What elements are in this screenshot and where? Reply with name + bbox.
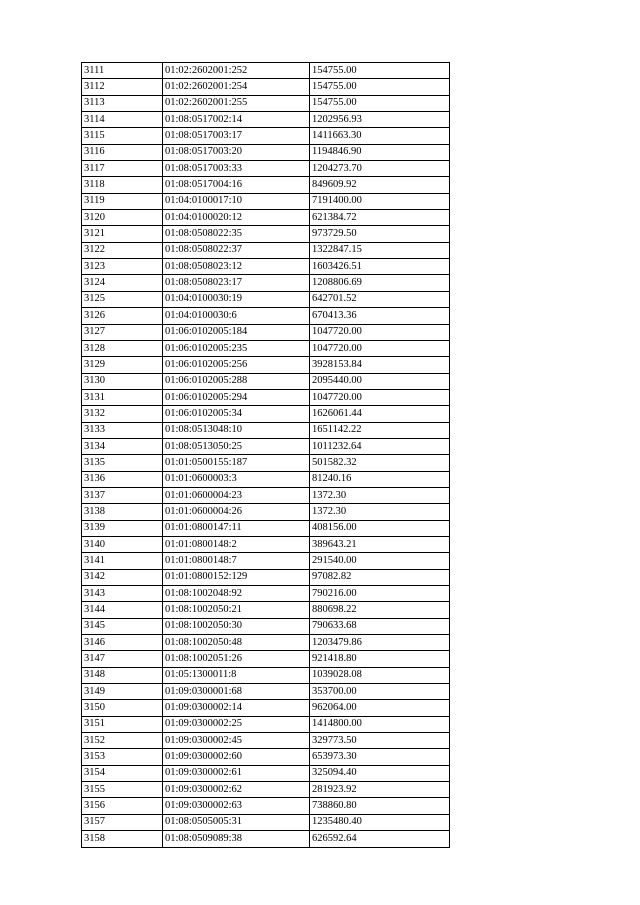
cadastral-number-cell: 01:06:0102005:288 <box>163 373 310 389</box>
table-row <box>82 618 450 634</box>
table-row <box>82 438 450 454</box>
cadastral-number-cell: 01:08:0508023:12 <box>163 259 310 275</box>
value-cell: 97082.82 <box>310 569 450 585</box>
row-number-cell: 3119 <box>82 193 163 209</box>
table-row <box>82 455 450 471</box>
row-number-cell: 3134 <box>82 438 163 454</box>
row-number-cell: 3127 <box>82 324 163 340</box>
row-number-cell: 3117 <box>82 161 163 177</box>
row-number-cell: 3152 <box>82 733 163 749</box>
value-cell: 329773.50 <box>310 733 450 749</box>
table-row <box>82 520 450 536</box>
value-cell: 738860.80 <box>310 798 450 814</box>
cadastral-number-cell: 01:01:0600003:3 <box>163 471 310 487</box>
table-row <box>82 651 450 667</box>
row-number-cell: 3122 <box>82 242 163 258</box>
value-cell: 1039028.08 <box>310 667 450 683</box>
table-row <box>82 308 450 324</box>
cadastral-number-cell: 01:06:0102005:294 <box>163 389 310 405</box>
row-number-cell: 3146 <box>82 635 163 651</box>
table-row <box>82 700 450 716</box>
row-number-cell: 3140 <box>82 536 163 552</box>
row-number-cell: 3149 <box>82 684 163 700</box>
row-number-cell: 3142 <box>82 569 163 585</box>
cadastral-number-cell: 01:02:2602001:252 <box>163 63 310 79</box>
table-row <box>82 79 450 95</box>
cadastral-number-cell: 01:08:0508022:37 <box>163 242 310 258</box>
table-row <box>82 373 450 389</box>
cadastral-number-cell: 01:02:2602001:254 <box>163 79 310 95</box>
row-number-cell: 3138 <box>82 504 163 520</box>
row-number-cell: 3156 <box>82 798 163 814</box>
value-cell: 501582.32 <box>310 455 450 471</box>
table-row <box>82 733 450 749</box>
cadastral-number-cell: 01:05:1300011:8 <box>163 667 310 683</box>
row-number-cell: 3153 <box>82 749 163 765</box>
cadastral-number-cell: 01:01:0500155:187 <box>163 455 310 471</box>
value-cell: 653973.30 <box>310 749 450 765</box>
cadastral-number-cell: 01:09:0300002:63 <box>163 798 310 814</box>
cadastral-number-cell: 01:06:0102005:235 <box>163 340 310 356</box>
cadastral-number-cell: 01:01:0800152:129 <box>163 569 310 585</box>
value-cell: 790216.00 <box>310 586 450 602</box>
table-row <box>82 177 450 193</box>
row-number-cell: 3147 <box>82 651 163 667</box>
row-number-cell: 3148 <box>82 667 163 683</box>
table-row <box>82 324 450 340</box>
table-row <box>82 242 450 258</box>
cadastral-number-cell: 01:08:0508023:17 <box>163 275 310 291</box>
row-number-cell: 3157 <box>82 814 163 830</box>
table-row <box>82 389 450 405</box>
cadastral-number-cell: 01:08:0508022:35 <box>163 226 310 242</box>
row-number-cell: 3111 <box>82 63 163 79</box>
value-cell: 962064.00 <box>310 700 450 716</box>
row-number-cell: 3141 <box>82 553 163 569</box>
row-number-cell: 3155 <box>82 782 163 798</box>
value-cell: 1047720.00 <box>310 389 450 405</box>
table-row <box>82 814 450 830</box>
value-cell: 81240.16 <box>310 471 450 487</box>
cadastral-number-cell: 01:04:0100020:12 <box>163 210 310 226</box>
cadastral-number-cell: 01:01:0800148:7 <box>163 553 310 569</box>
table-row <box>82 357 450 373</box>
cadastral-number-cell: 01:08:0517004:16 <box>163 177 310 193</box>
cadastral-number-cell: 01:01:0800147:11 <box>163 520 310 536</box>
table-body <box>82 63 450 848</box>
value-cell: 1204273.70 <box>310 161 450 177</box>
value-cell: 281923.92 <box>310 782 450 798</box>
row-number-cell: 3131 <box>82 389 163 405</box>
row-number-cell: 3143 <box>82 586 163 602</box>
cadastral-number-cell: 01:04:0100030:19 <box>163 291 310 307</box>
cadastral-number-cell: 01:08:0513048:10 <box>163 422 310 438</box>
cadastral-number-cell: 01:08:0509089:38 <box>163 831 310 847</box>
row-number-cell: 3125 <box>82 291 163 307</box>
row-number-cell: 3118 <box>82 177 163 193</box>
row-number-cell: 3135 <box>82 455 163 471</box>
value-cell: 1414800.00 <box>310 716 450 732</box>
table-row <box>82 275 450 291</box>
cadastral-number-cell: 01:08:0517003:20 <box>163 144 310 160</box>
table-row <box>82 586 450 602</box>
row-number-cell: 3123 <box>82 259 163 275</box>
cadastral-number-cell: 01:09:0300002:45 <box>163 733 310 749</box>
row-number-cell: 3126 <box>82 308 163 324</box>
value-cell: 154755.00 <box>310 95 450 111</box>
table-row <box>82 553 450 569</box>
cadastral-number-cell: 01:06:0102005:34 <box>163 406 310 422</box>
row-number-cell: 3115 <box>82 128 163 144</box>
row-number-cell: 3150 <box>82 700 163 716</box>
table-row <box>82 471 450 487</box>
value-cell: 642701.52 <box>310 291 450 307</box>
table-row <box>82 193 450 209</box>
table-row <box>82 798 450 814</box>
value-cell: 291540.00 <box>310 553 450 569</box>
cadastral-number-cell: 01:01:0600004:23 <box>163 487 310 503</box>
table-row <box>82 112 450 128</box>
row-number-cell: 3154 <box>82 765 163 781</box>
cadastral-number-cell: 01:08:1002050:48 <box>163 635 310 651</box>
value-cell: 1202956.93 <box>310 112 450 128</box>
value-cell: 1208806.69 <box>310 275 450 291</box>
value-cell: 1047720.00 <box>310 324 450 340</box>
value-cell: 1194846.90 <box>310 144 450 160</box>
table-row <box>82 716 450 732</box>
row-number-cell: 3132 <box>82 406 163 422</box>
value-cell: 154755.00 <box>310 79 450 95</box>
row-number-cell: 3158 <box>82 831 163 847</box>
row-number-cell: 3113 <box>82 95 163 111</box>
table-row <box>82 536 450 552</box>
row-number-cell: 3151 <box>82 716 163 732</box>
table-row <box>82 684 450 700</box>
value-cell: 973729.50 <box>310 226 450 242</box>
value-cell: 1372.30 <box>310 487 450 503</box>
table-row <box>82 95 450 111</box>
table-row <box>82 128 450 144</box>
table-row <box>82 210 450 226</box>
table-row <box>82 782 450 798</box>
cadastral-number-cell: 01:08:0517002:14 <box>163 112 310 128</box>
cadastral-number-cell: 01:08:0517003:17 <box>163 128 310 144</box>
row-number-cell: 3121 <box>82 226 163 242</box>
row-number-cell: 3114 <box>82 112 163 128</box>
cadastral-number-cell: 01:01:0800148:2 <box>163 536 310 552</box>
cadastral-number-cell: 01:08:1002050:30 <box>163 618 310 634</box>
table-row <box>82 161 450 177</box>
row-number-cell: 3136 <box>82 471 163 487</box>
row-number-cell: 3130 <box>82 373 163 389</box>
table-row <box>82 291 450 307</box>
value-cell: 154755.00 <box>310 63 450 79</box>
row-number-cell: 3129 <box>82 357 163 373</box>
cadastral-number-cell: 01:08:0517003:33 <box>163 161 310 177</box>
value-cell: 626592.64 <box>310 831 450 847</box>
table-row <box>82 487 450 503</box>
cadastral-number-cell: 01:08:0513050:25 <box>163 438 310 454</box>
cadastral-number-cell: 01:09:0300002:62 <box>163 782 310 798</box>
table-row <box>82 602 450 618</box>
value-cell: 1626061.44 <box>310 406 450 422</box>
table-row <box>82 667 450 683</box>
value-cell: 1322847.15 <box>310 242 450 258</box>
value-cell: 3928153.84 <box>310 357 450 373</box>
cadastral-number-cell: 01:09:0300002:25 <box>163 716 310 732</box>
table-row <box>82 765 450 781</box>
value-cell: 7191400.00 <box>310 193 450 209</box>
value-cell: 408156.00 <box>310 520 450 536</box>
value-cell: 790633.68 <box>310 618 450 634</box>
cadastral-number-cell: 01:09:0300001:68 <box>163 684 310 700</box>
data-table <box>81 62 450 848</box>
cadastral-number-cell: 01:06:0102005:256 <box>163 357 310 373</box>
row-number-cell: 3137 <box>82 487 163 503</box>
cadastral-number-cell: 01:04:0100030:6 <box>163 308 310 324</box>
value-cell: 880698.22 <box>310 602 450 618</box>
cadastral-number-cell: 01:09:0300002:61 <box>163 765 310 781</box>
row-number-cell: 3133 <box>82 422 163 438</box>
cadastral-number-cell: 01:06:0102005:184 <box>163 324 310 340</box>
value-cell: 849609.92 <box>310 177 450 193</box>
value-cell: 670413.36 <box>310 308 450 324</box>
table-row <box>82 635 450 651</box>
cadastral-number-cell: 01:01:0600004:26 <box>163 504 310 520</box>
value-cell: 1047720.00 <box>310 340 450 356</box>
value-cell: 921418.80 <box>310 651 450 667</box>
value-cell: 1372.30 <box>310 504 450 520</box>
value-cell: 1235480.40 <box>310 814 450 830</box>
value-cell: 1411663.30 <box>310 128 450 144</box>
table-row <box>82 63 450 79</box>
cadastral-number-cell: 01:08:1002051:26 <box>163 651 310 667</box>
table-row <box>82 144 450 160</box>
value-cell: 353700.00 <box>310 684 450 700</box>
table-row <box>82 749 450 765</box>
row-number-cell: 3112 <box>82 79 163 95</box>
cadastral-number-cell: 01:08:0505005:31 <box>163 814 310 830</box>
value-cell: 1651142.22 <box>310 422 450 438</box>
cadastral-number-cell: 01:04:0100017:10 <box>163 193 310 209</box>
row-number-cell: 3128 <box>82 340 163 356</box>
cadastral-number-cell: 01:09:0300002:60 <box>163 749 310 765</box>
row-number-cell: 3144 <box>82 602 163 618</box>
table-row <box>82 504 450 520</box>
value-cell: 1603426.51 <box>310 259 450 275</box>
table-row <box>82 406 450 422</box>
value-cell: 1011232.64 <box>310 438 450 454</box>
cadastral-number-cell: 01:02:2602001:255 <box>163 95 310 111</box>
table-row <box>82 226 450 242</box>
row-number-cell: 3145 <box>82 618 163 634</box>
cadastral-number-cell: 01:08:1002050:21 <box>163 602 310 618</box>
row-number-cell: 3120 <box>82 210 163 226</box>
value-cell: 325094.40 <box>310 765 450 781</box>
cadastral-number-cell: 01:09:0300002:14 <box>163 700 310 716</box>
value-cell: 621384.72 <box>310 210 450 226</box>
table-row <box>82 340 450 356</box>
row-number-cell: 3139 <box>82 520 163 536</box>
row-number-cell: 3124 <box>82 275 163 291</box>
table-row <box>82 831 450 847</box>
table-row <box>82 259 450 275</box>
value-cell: 2095440.00 <box>310 373 450 389</box>
table-row <box>82 422 450 438</box>
value-cell: 1203479.86 <box>310 635 450 651</box>
row-number-cell: 3116 <box>82 144 163 160</box>
value-cell: 389643.21 <box>310 536 450 552</box>
table-row <box>82 569 450 585</box>
cadastral-number-cell: 01:08:1002048:92 <box>163 586 310 602</box>
